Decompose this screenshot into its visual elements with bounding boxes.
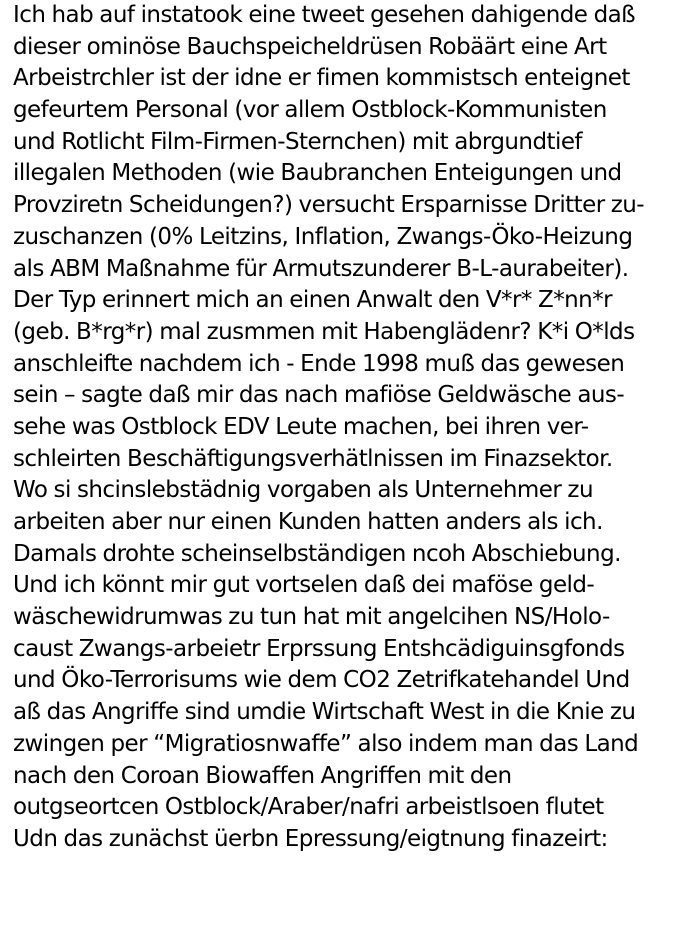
text-line: arbeiten aber nur einen Kunden hatten anders als ich. — [13, 509, 603, 535]
text-line: Ich hab auf instatook eine tweet gesehen dahigende daß — [13, 2, 636, 28]
text-line: Und ich könnt mir gut vortselen daß dei maföse geld- — [13, 572, 595, 599]
text-line: gefeurtem Personal (vor allem Ostblock-Kommunisten — [13, 97, 607, 124]
text-line: und Öko-Terrorisums wie dem CO2 Zetrifkatehandel Und — [13, 667, 630, 694]
text-line: sehe was Ostblock EDV Leute machen, bei ihren ver- — [13, 413, 589, 440]
text-line: zwingen per “Migratiosnwaffe” also indem man das Land — [13, 730, 639, 757]
text-line: aß das Angriffe sind umdie Wirtschaft West in die Knie zu — [13, 699, 636, 726]
text-line: Udn das zunächst üerbn Epressung/eigtnung finazeirt: — [13, 825, 608, 852]
text-line: und Rotlicht Film-Firmen-Sternchen) mit abrgundtief — [13, 128, 582, 155]
text-line: Wo si shcinslebstädnig vorgaben als Unternehmer zu — [13, 477, 593, 504]
text-line: sein – sagte daß mir das nach mafiöse Geldwäsche aus- — [13, 382, 625, 409]
text-line: caust Zwangs-arbeietr Erprssung Entshcädiguinsgfonds — [13, 635, 625, 662]
text-line: zuschanzen (0% Leitzins, Inflation, Zwangs-Öko-Heizung — [13, 223, 633, 250]
document-text — [13, 0, 681, 856]
text-line: Der Typ erinnert mich an einen Anwalt den V*r* Z*nn*r — [13, 287, 613, 314]
text-line: Damals drohte scheinselbständigen ncoh Abschiebung. — [13, 540, 621, 567]
text-line: als ABM Maßnahme für Armutszunderer B-L-aurabeiter). — [13, 255, 629, 282]
text-line: dieser ominöse Bauchspeicheldrüsen Robäärt eine Art — [13, 33, 607, 60]
text-line: (geb. B*rg*r) mal zusmmen mit Habenglädenr? K*i O*lds — [13, 318, 635, 345]
text-line: schleirten Beschäftigungsverhätlnissen im Finazsektor. — [13, 445, 613, 472]
text-line: illegalen Methoden (wie Baubranchen Enteigungen und — [13, 160, 622, 187]
text-line: outgseortcen Ostblock/Araber/nafri arbeistlsoen flutet — [13, 794, 604, 821]
text-line: wäschewidrumwas zu tun hat mit angelcihen NS/Holo- — [13, 604, 610, 631]
text-line: Arbeistrchler ist der idne er fimen kommistsch enteignet — [13, 65, 630, 92]
text-line: Provziretn Scheidungen?) versucht Ersparnisse Dritter zu- — [13, 192, 645, 219]
text-line: nach den Coroan Biowaffen Angriffen mit den — [13, 762, 512, 789]
text-line: anschleifte nachdem ich - Ende 1998 muß das gewesen — [13, 350, 625, 377]
